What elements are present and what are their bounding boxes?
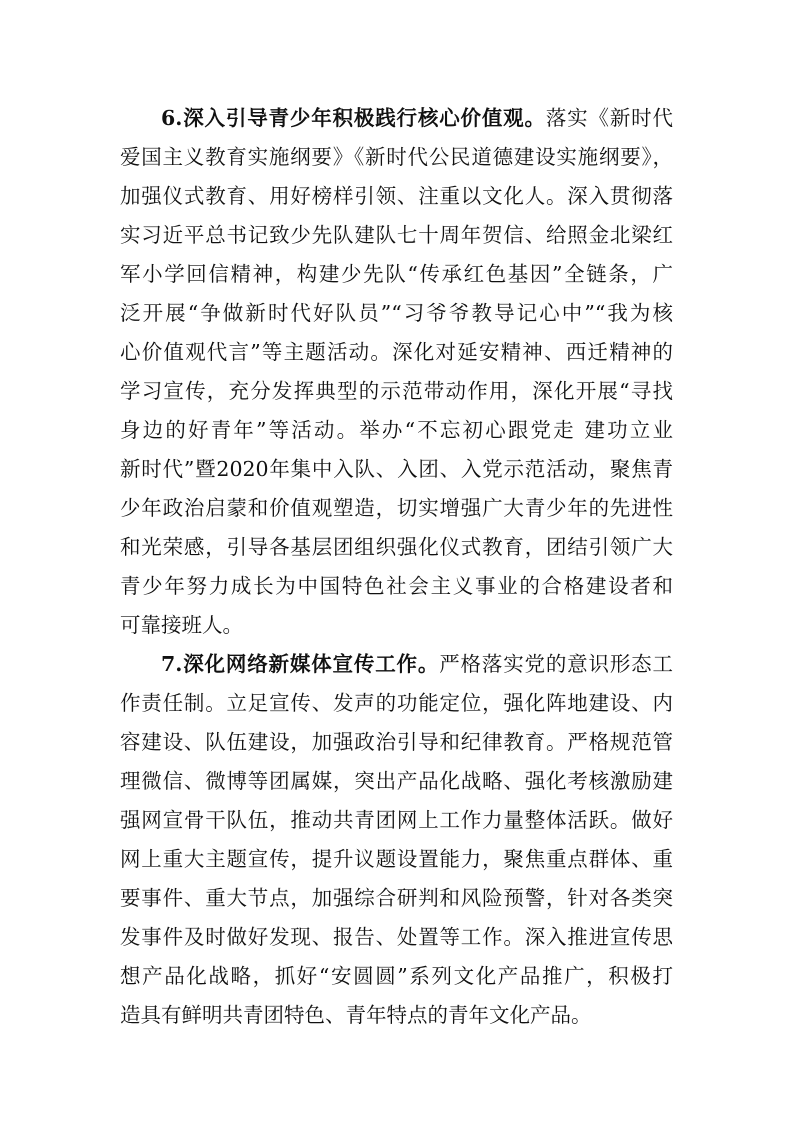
section-7-first-line [161,646,673,682]
paragraph-line: 爱国主义教育实施纲要》《新时代公民道德建设实施纲要》， [120,145,673,169]
section-6-heading: 6.深入引导青少年积极践行核心价值观。 [161,106,546,130]
paragraph-line: 少年政治启蒙和价值观塑造，切实增强广大青少年的先进性 [120,496,673,520]
paragraph-line: 网上重大主题宣传，提升议题设置能力，聚焦重点群体、重 [120,847,673,871]
section-7-first-line-text: 严格落实党的意识形态工 [439,652,674,676]
section-6-first-line [161,100,673,136]
paragraph-line: 和光荣感，引导各基层团组织强化仪式教育，团结引领广大 [120,535,673,559]
paragraph-line: 发事件及时做好发现、报告、处置等工作。深入推进宣传思 [120,925,673,949]
paragraph-line: 青少年努力成长为中国特色社会主义事业的合格建设者和 [120,574,673,598]
paragraph-line: 加强仪式教育、用好榜样引领、注重以文化人。深入贯彻落 [120,184,673,208]
paragraph-line: 身边的好青年”等活动。举办“不忘初心跟党走 建功立业 [120,418,673,442]
paragraph-line: 可靠接班人。 [120,613,243,637]
paragraph-line: 理微信、微博等团属媒，突出产品化战略、强化考核激励建 [120,769,673,793]
paragraph-line: 泛开展“争做新时代好队员”“习爷爷教导记心中”“我为核 [120,301,673,325]
paragraph-line: 容建设、队伍建设，加强政治引导和纪律教育。严格规范管 [120,730,673,754]
section-7-heading: 7.深化网络新媒体宣传工作。 [161,652,440,676]
paragraph-line: 造具有鲜明共青团特色、青年特点的青年文化产品。 [120,1003,592,1027]
paragraph-line: 作责任制。立足宣传、发声的功能定位，强化阵地建设、内 [120,691,673,715]
paragraph-line: 军小学回信精神，构建少先队“传承红色基因”全链条，广 [120,262,673,286]
paragraph-line: 新时代”暨2020年集中入队、入团、入党示范活动，聚焦青 [120,457,673,481]
paragraph-line: 想产品化战略，抓好“安圆圆”系列文化产品推广，积极打 [120,964,673,988]
section-6-first-line-text: 落实《新时代 [545,106,673,130]
paragraph-line: 强网宣骨干队伍，推动共青团网上工作力量整体活跃。做好 [120,808,673,832]
paragraph-line: 要事件、重大节点，加强综合研判和风险预警，针对各类突 [120,886,673,910]
paragraph-line: 实习近平总书记致少先队建队七十周年贺信、给照金北梁红 [120,223,673,247]
paragraph-line: 学习宣传，充分发挥典型的示范带动作用，深化开展“寻找 [120,379,673,403]
paragraph-line: 心价值观代言”等主题活动。深化对延安精神、西迁精神的 [120,340,673,364]
